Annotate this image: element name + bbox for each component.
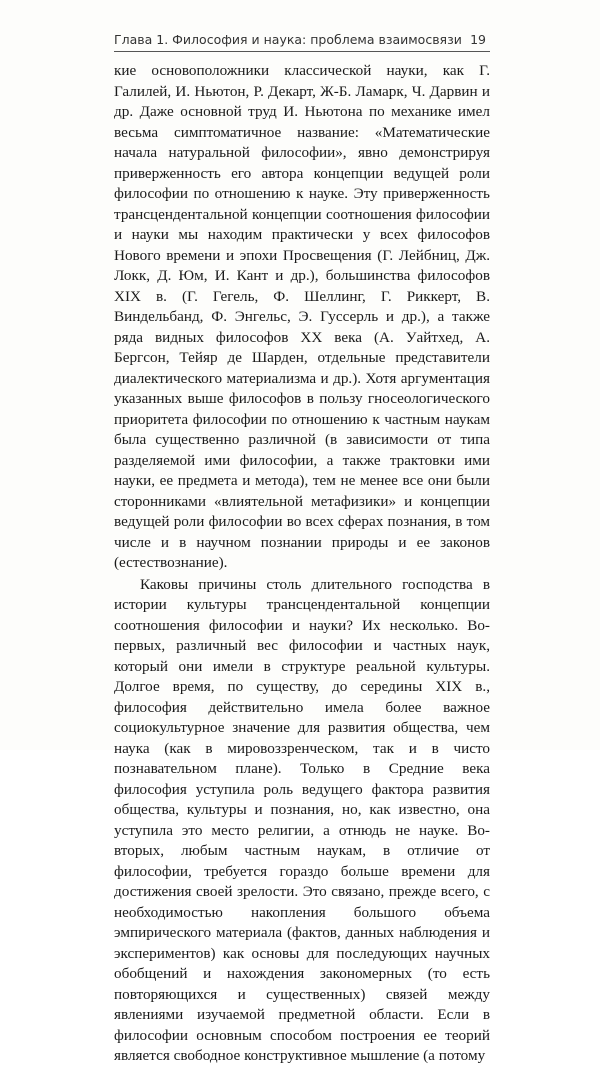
page-number: 19 <box>470 32 486 47</box>
chapter-title: Глава 1. Философия и наука: проблема взаимосвязи <box>114 32 462 47</box>
paragraph-continued: кие основоположники классической науки, как Г. Галилей, И. Ньютон, Р. Декарт, Ж-Б. Ламарк, Ч. Дарвин и др. Даже основной труд И. Ньютона по механике имел весьма симптоматичное название: «Математические начала натуральной философии», явно демонстрируя приверженность его автора концепции ведущей роли философии по отношению к науке. Эту приверженность трансцендентальной концепции соотношения философии и науки мы находим практически у всех философов Нового времени и эпохи Просвещения (Г. Лейбниц, Дж. Локк, Д. Юм, И. Кант и др.), большинства философов XIX в. (Г. Гегель, Ф. Шеллинг, Г. Риккерт, В. Виндельбанд, Ф. Энгельс, Э. Гуссерль и др.), а также ряда видных философов XX века (А. Уайтхед, А. Бергсон, Тейяр де Шарден, отдельные представители диалектического материализма и др.). Хотя аргументация указанных выше философов в пользу гносеологического приоритета философии по отношению к частным наукам была существенно различной (в зависимости от типа разделяемой ими философии, а также трактовки ими науки, ее предмета и метода), тем не менее все они были сторонниками «влиятельной метафизики» и концепции ведущей роли философии во всех сферах познания, в том числе и в научном познании природы и ее законов (естествознание). <box>114 62 490 571</box>
body-text <box>114 61 490 1067</box>
paragraph: Каковы причины столь длительного господства в истории культуры трансцендентальной концепции соотношения философии и науки? Их несколько. Во-первых, различный вес философии и частных наук, который они имели в структуре реальной культуры. Долгое время, по существу, до середины XIX в., философия действительно имела более важное социокультурное значение для развития общества, чем наука (как в мировоззренческом, так и в чисто познавательном плане). Только в Средние века философия уступила роль ведущего фактора развития общества, культуры и познания, но, как известно, она уступила это место религии, а отнюдь не науке. Во-вторых, любым частным наукам, в отличие от философии, требуется гораздо больше времени для достижения своей зрелости. Это связано, прежде всего, с необходимостью накопления большого объема эмпирического материала (фактов, данных наблюдения и экспериментов) как основы для последующих научных обобщений и нахождения закономерных (то есть повторяющихся и существенных) связей между явлениями изучаемой предметной области. Если в философии основным способом построения ее теорий является свободное конструктивное мышление (а потому <box>114 575 490 1064</box>
running-head <box>114 31 490 52</box>
